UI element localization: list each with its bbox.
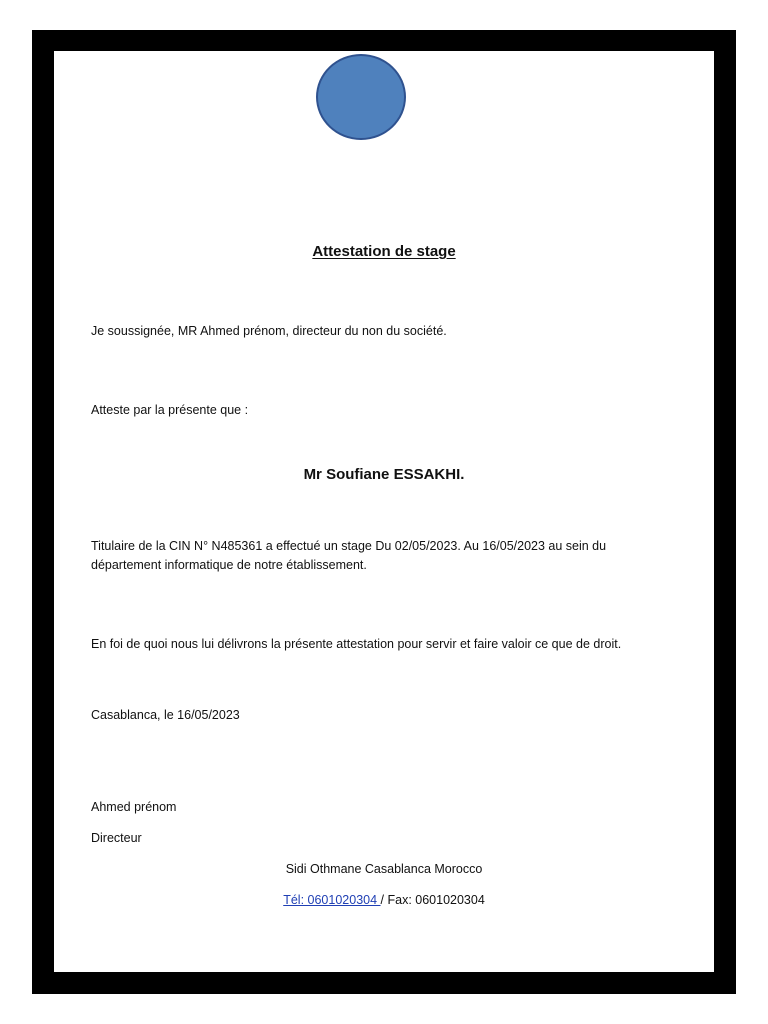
fax-text: / Fax: 0601020304 — [380, 893, 485, 907]
document-title: Attestation de stage — [312, 243, 456, 260]
signatory-name: Ahmed prénom — [91, 800, 177, 814]
company-address: Sidi Othmane Casablanca Morocco — [285, 862, 483, 876]
phone-link[interactable]: Tél: 0601020304 — [283, 893, 381, 907]
contact-line — [54, 891, 714, 910]
atteste-line: Atteste par la présente que : — [91, 403, 249, 417]
intern-name: Mr Soufiane ESSAKHI. — [303, 466, 465, 483]
signatory-title: Directeur — [91, 831, 142, 845]
place-date: Casablanca, le 16/05/2023 — [91, 708, 240, 722]
intro-paragraph: Je soussignée, MR Ahmed prénom, directeur du non du société. — [91, 324, 447, 338]
body-line-1: Titulaire de la CIN N° N485361 a effectué un stage Du 02/05/2023. Au 16/05/2023 au sein du — [91, 539, 607, 553]
body-line-2: département informatique de notre établissement. — [91, 558, 367, 572]
company-logo-circle — [316, 54, 406, 140]
foi-paragraph: En foi de quoi nous lui délivrons la présente attestation pour servir et faire valoir ce que de droit. — [91, 637, 622, 651]
